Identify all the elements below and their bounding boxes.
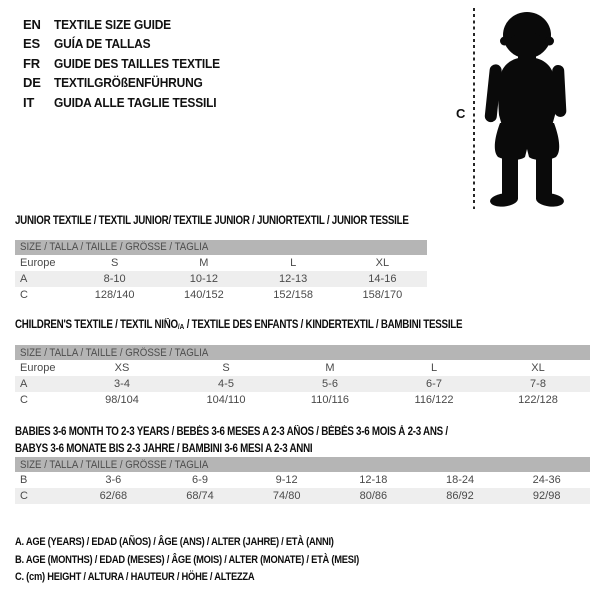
legend-notes	[15, 534, 420, 587]
size-table-header	[15, 345, 590, 360]
table-cell: 158/170	[362, 288, 403, 301]
table-cell: 10-12	[189, 272, 218, 285]
table-cell: 116/122	[414, 394, 454, 406]
table-cell: 24-36	[532, 474, 561, 486]
table-cell: 9-12	[275, 474, 298, 486]
table-row	[15, 255, 427, 271]
table-cell: M	[325, 362, 335, 374]
row-label: Europe	[20, 256, 56, 269]
table-cell: 5-6	[322, 378, 338, 390]
table-cell: 7-8	[530, 378, 546, 390]
table-row	[15, 488, 590, 504]
table-row	[15, 287, 427, 303]
row-label: Europe	[20, 362, 56, 374]
table-cell: 68/74	[186, 490, 214, 502]
table-row	[15, 376, 590, 392]
table-cell: S	[222, 362, 230, 374]
language-row	[23, 15, 234, 34]
table-row	[15, 392, 590, 408]
language-label: TEXTILGRÖßENFÜHRUNG	[54, 75, 203, 91]
table-title	[15, 441, 504, 458]
table-cell: 18-24	[445, 474, 475, 486]
language-row	[23, 93, 234, 112]
table-cell: 86/92	[446, 490, 474, 502]
legend-note: A. AGE (YEARS) / EDAD (AÑOS) / ÂGE (ANS) / ALTER (JAHRE) / ETÀ (ANNI)	[15, 536, 334, 548]
table-title	[15, 317, 504, 336]
size-table-header-label: SIZE / TALLA / TAILLE / GRÖSSE / TAGLIA	[20, 241, 209, 253]
table-cell: 80/86	[359, 490, 388, 502]
table-cell: 74/80	[272, 490, 301, 502]
row-label: A	[20, 272, 28, 285]
language-label: GUIDE DES TAILLES TEXTILE	[54, 55, 220, 71]
table-title-segment: BABIES 3-6 MONTH TO 2-3 YEARS / BEBÉS 3-6 MESES A 2-3 AÑOS / BÉBÉS 3-6 MOIS À 2-3 ANS /	[15, 426, 448, 438]
language-label: GUÍA DE TALLAS	[54, 36, 151, 52]
table-cell: 12-13	[279, 272, 308, 285]
table-cell: XL	[375, 256, 390, 269]
table-cell: 110/116	[310, 394, 350, 406]
table-cell: M	[199, 256, 209, 269]
table-cell: 62/68	[99, 490, 128, 502]
size-table-section-junior	[15, 213, 427, 303]
size-table-header	[15, 240, 427, 255]
table-cell: 152/158	[273, 288, 313, 301]
table-title-segment: BABYS 3-6 MONATE BIS 2-3 JAHRE / BAMBINI 3-6 MESI A 2-3 ANNI	[15, 442, 313, 455]
table-cell: 104/110	[206, 394, 246, 406]
table-cell: 3-4	[114, 378, 130, 390]
row-label: A	[20, 378, 28, 390]
table-title	[15, 424, 504, 441]
row-label: C	[20, 394, 28, 406]
language-code: DE	[23, 75, 41, 91]
size-table-header-label: SIZE / TALLA / TAILLE / GRÖSSE / TAGLIA	[20, 458, 209, 471]
language-row	[23, 34, 234, 53]
language-row	[23, 73, 234, 92]
table-cell: 122/128	[518, 394, 558, 406]
language-list	[23, 15, 234, 112]
size-table-section-babies	[15, 424, 590, 504]
table-cell: 6-7	[426, 378, 442, 390]
table-cell: 14-16	[368, 272, 397, 285]
table-row	[15, 472, 590, 488]
size-table	[15, 345, 590, 408]
row-label: B	[20, 474, 28, 486]
table-title-segment: /A	[177, 322, 185, 331]
table-cell: 12-18	[359, 474, 388, 486]
baby-silhouette-icon	[480, 7, 580, 210]
table-row	[15, 271, 427, 287]
language-row	[23, 54, 234, 73]
table-cell: XL	[531, 362, 545, 374]
language-code: EN	[23, 17, 41, 32]
size-table	[15, 240, 427, 303]
table-cell: 92/98	[532, 490, 561, 502]
size-table	[15, 457, 590, 504]
table-row	[15, 360, 590, 376]
table-cell: L	[430, 362, 438, 374]
language-label: GUIDA ALLE TAGLIE TESSILI	[54, 94, 217, 110]
table-cell: L	[290, 256, 297, 269]
table-title-segment: CHILDREN'S TEXTILE / TEXTIL NIÑO	[15, 319, 178, 331]
table-cell: S	[110, 256, 119, 269]
table-title	[15, 213, 409, 230]
language-code: ES	[23, 36, 40, 52]
table-title-segment: JUNIOR TEXTILE / TEXTIL JUNIOR/ TEXTILE JUNIOR / JUNIORTEXTIL / JUNIOR TESSILE	[15, 215, 409, 227]
table-cell: 98/104	[105, 394, 139, 406]
table-cell: 128/140	[94, 288, 135, 301]
size-table-section-children	[15, 317, 590, 408]
table-cell: 140/152	[183, 288, 224, 301]
size-table-header-label: SIZE / TALLA / TAILLE / GRÖSSE / TAGLIA	[20, 346, 209, 359]
height-measure-line	[473, 8, 475, 209]
table-cell: XS	[114, 362, 130, 374]
row-label: C	[20, 288, 28, 301]
height-figure	[448, 5, 593, 215]
size-table-header	[15, 457, 590, 472]
legend-note: C. (cm) HEIGHT / ALTURA / HAUTEUR / HÖHE / ALTEZZA	[15, 571, 255, 583]
legend-note: B. AGE (MONTHS) / EDAD (MESES) / ÂGE (MOIS) / ALTER (MONATE) / ETÀ (MESI)	[15, 553, 359, 566]
table-cell: 8-10	[103, 272, 126, 285]
language-label: TEXTILE SIZE GUIDE	[54, 17, 171, 32]
table-cell: 3-6	[105, 474, 122, 486]
height-measure-label: C	[456, 106, 466, 121]
language-code: FR	[23, 55, 40, 71]
table-cell: 6-9	[192, 474, 208, 486]
table-title-segment: / TEXTILE DES ENFANTS / KINDERTEXTIL / BAMBINI TESSILE	[184, 319, 463, 331]
row-label: C	[20, 490, 28, 502]
table-cell: 4-5	[218, 378, 234, 390]
language-code: IT	[23, 94, 35, 110]
